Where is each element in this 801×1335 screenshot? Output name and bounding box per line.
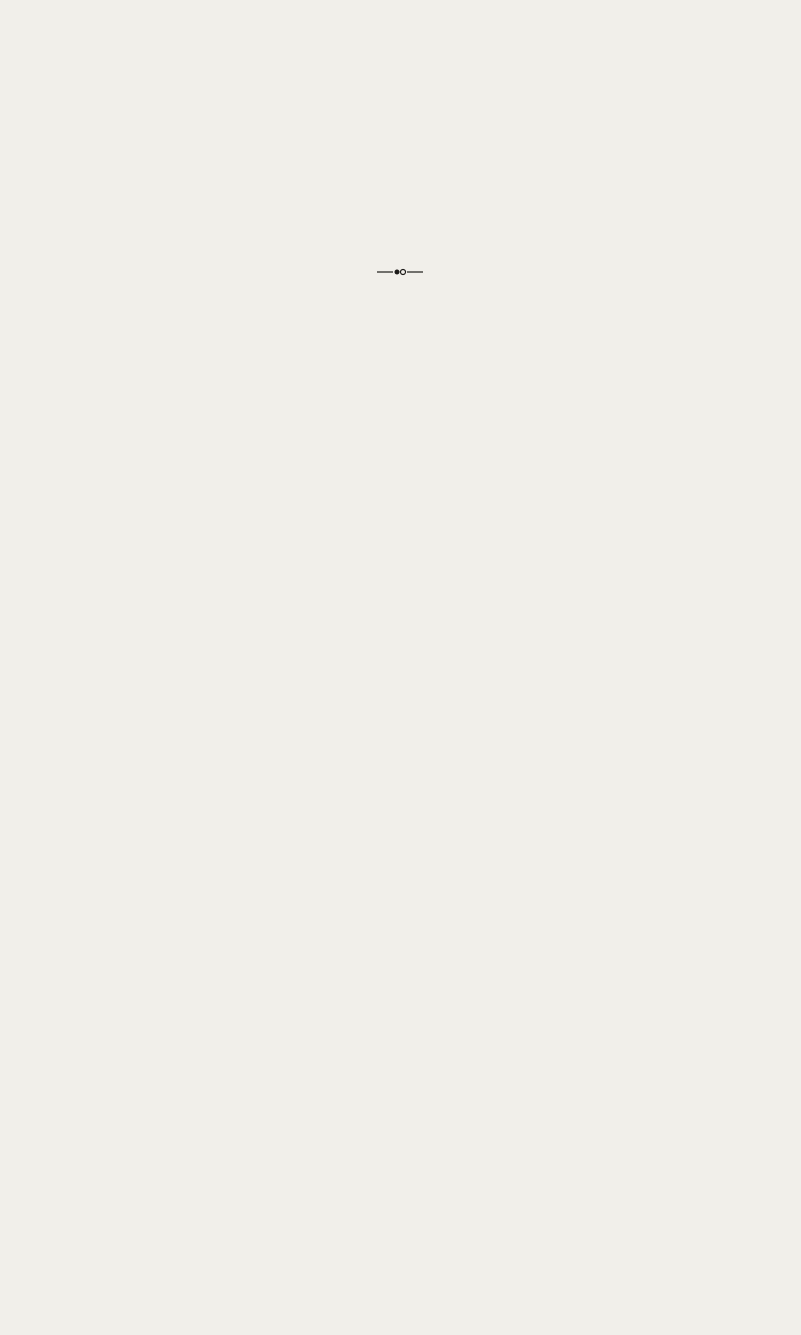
ornament-divider: [377, 268, 423, 276]
intro-paragraph: [62, 298, 734, 300]
mortality-table: [71, 658, 728, 1080]
